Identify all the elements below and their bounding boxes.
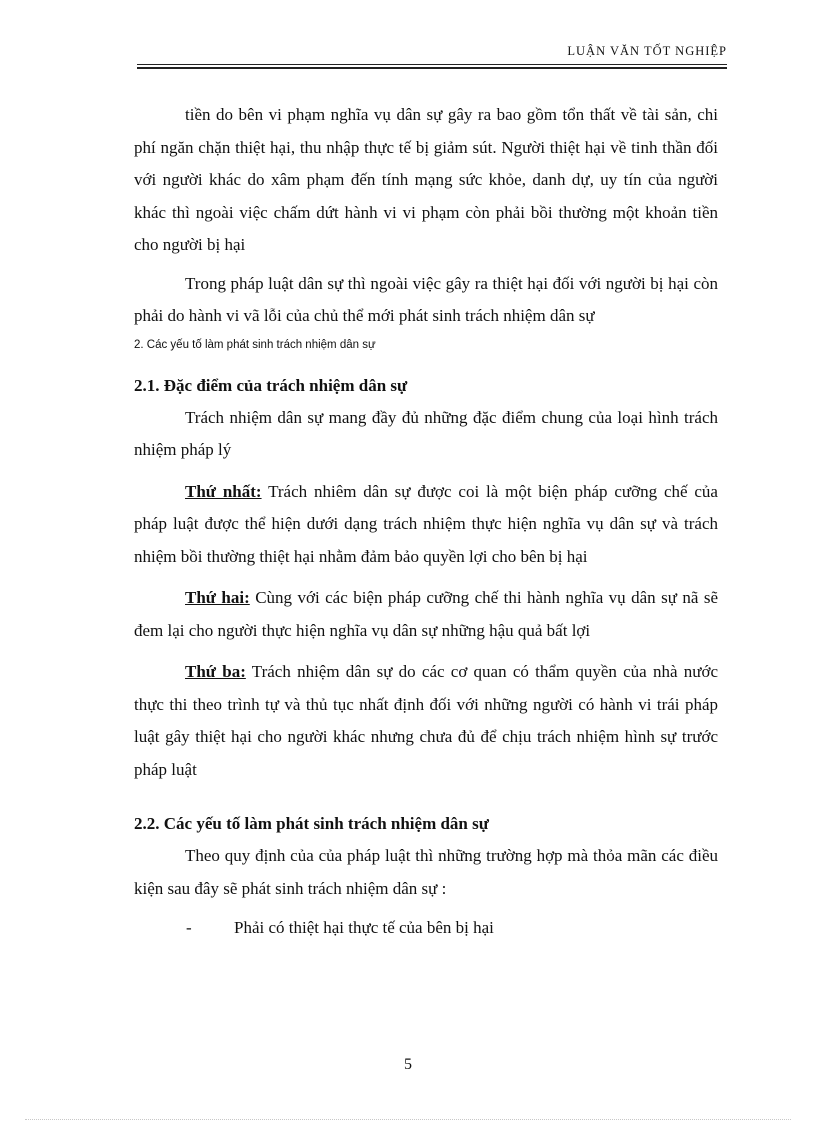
paragraph-fault-condition: Trong pháp luật dân sự thì ngoài việc gây ra thiệt hại đối với người bị hại còn phải do hành vi vã lỗi của chủ thể mới phát sinh trách nhiệm dân sự <box>134 273 718 325</box>
bullet-marker: - <box>186 918 192 937</box>
subsection-heading-2-2: 2.2. Các yếu tố làm phát sinh trách nhiệm dân sự <box>134 814 489 833</box>
page-bottom-divider <box>25 1119 791 1120</box>
paragraph-second <box>134 582 718 647</box>
paragraph-conditions-intro: Theo quy định của của pháp luật thì những trường hợp mà thỏa mãn các điều kiện sau đây sẽ phát sinh trách nhiệm dân sự : <box>134 846 718 898</box>
text-first: Trách nhiêm dân sự được coi là một biện pháp cưỡng chế của pháp luật được thể hiện dưới dạng trách nhiệm thực hiện nghĩa vụ dân sự và trách nhiệm bồi thường thiệt hại nhằm đảm bảo quyền lợi cho bên bị hại <box>134 481 718 566</box>
section-heading-small: 2. Các yếu tố làm phát sinh trách nhiệm dân sự <box>134 338 376 351</box>
text-second: Cùng với các biện pháp cưỡng chế thi hành nghĩa vụ dân sự nã sẽ đem lại cho người thực hiện nghĩa vụ dân sự những hậu quả bất lợi <box>134 588 718 640</box>
subsection-heading-2-1: 2.1. Đặc điểm của trách nhiệm dân sự <box>134 375 408 395</box>
text-third: Trách nhiệm dân sự do các cơ quan có thẩm quyền của nhà nước thực thi theo trình tự và thủ tục nhất định đối với những người có hành vi trái pháp luật gây thiệt hại cho người khác nhưng chưa đủ để chịu trách nhiệm hình sự trước pháp luật <box>134 662 718 779</box>
paragraph-characteristics: Trách nhiệm dân sự mang đầy đủ những đặc điểm chung của loại hình trách nhiệm pháp lý <box>134 407 718 459</box>
running-header: LUẬN VĂN TỐT NGHIỆP <box>567 44 727 58</box>
page-number: 5 <box>404 1056 412 1073</box>
bullet-text: Phải có thiệt hại thực tế của bên bị hại <box>234 918 494 937</box>
header-rule-thick <box>137 67 727 69</box>
paragraph-first <box>134 476 718 574</box>
page-body <box>134 99 718 944</box>
lead-second: Thứ hai: <box>185 588 250 607</box>
header-rule-thin <box>137 64 727 65</box>
lead-third: Thứ ba: <box>185 662 246 681</box>
paragraph-third <box>134 656 718 786</box>
lead-first: Thứ nhất: <box>185 481 262 501</box>
list-item <box>134 912 718 944</box>
paragraph-continuation: tiền do bên vi phạm nghĩa vụ dân sự gây ra bao gồm tổn thất về tài sản, chi phí ngăn chặn thiệt hại, thu nhập thực tế bị giảm sút. Người thiệt hại về tinh thần đối với người khác do xâm phạm đến tính mạng sức khỏe, danh dự, uy tín của người khác thì ngoài việc chấm dứt hành vi vi phạm còn phải bồi thường một khoản tiền cho người bị hại <box>134 105 718 254</box>
